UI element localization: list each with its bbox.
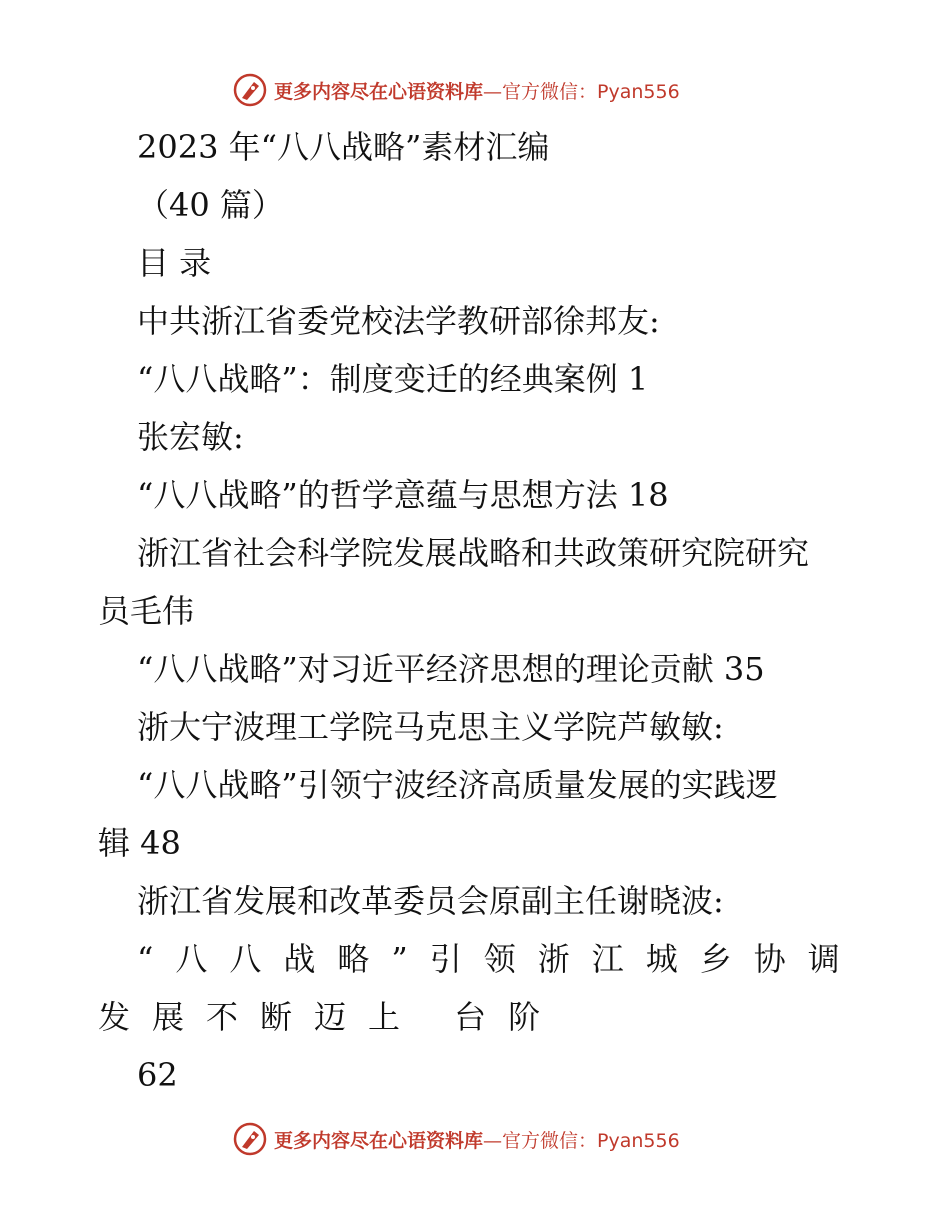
toc-entry: 发展不断迈上 台阶 [98, 998, 563, 1036]
toc-entry: 62 [137, 1056, 178, 1094]
toc-entry: 张宏敏: [137, 418, 244, 456]
toc-entry: 浙江省发展和改革委员会原副主任谢晓波: [137, 882, 724, 920]
toc-entry: 员毛伟 [98, 592, 195, 630]
footer-watermark-banner [232, 1119, 712, 1159]
toc-entry: 中共浙江省委党校法学教研部徐邦友: [137, 302, 660, 340]
watermark-text: 更多内容尽在心语资料库—官方微信：Pyan556 [274, 80, 680, 103]
toc-entry: “八八战略”的哲学意蕴与思想方法 18 [137, 476, 669, 514]
toc-entry: 浙江省社会科学院发展战略和共政策研究院研究 [137, 534, 810, 572]
header-watermark-banner [232, 70, 712, 110]
document-title: 2023 年“八八战略”素材汇编 [137, 128, 550, 166]
toc-entry: “八八战略”引领浙江城乡协调 [137, 940, 862, 978]
pen-nib-circle-icon [232, 1121, 268, 1157]
toc-entry: 浙大宁波理工学院马克思主义学院芦敏敏: [137, 708, 724, 746]
document-subtitle: （40 篇） [137, 186, 284, 224]
toc-entry: “八八战略”引领宁波经济高质量发展的实践逻 [137, 766, 778, 804]
toc-entry: “八八战略”对习近平经济思想的理论贡献 35 [137, 650, 765, 688]
toc-entry: 辑 48 [98, 824, 181, 862]
toc-entry: “八八战略”：制度变迁的经典案例 1 [137, 360, 649, 398]
watermark-text: 更多内容尽在心语资料库—官方微信：Pyan556 [274, 1129, 680, 1152]
toc-heading: 目 录 [137, 244, 212, 282]
pen-nib-circle-icon [232, 72, 268, 108]
